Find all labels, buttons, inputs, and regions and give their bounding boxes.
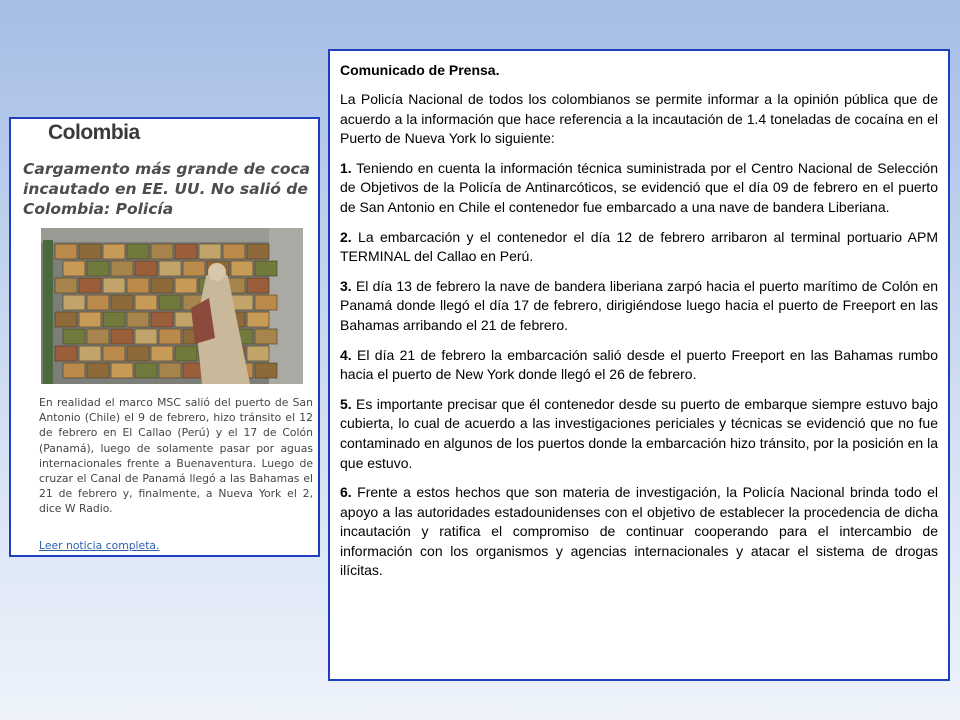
point-number: 3.	[340, 277, 352, 294]
press-point-5	[340, 395, 938, 473]
news-clipping	[9, 117, 320, 557]
point-number: 2.	[340, 228, 352, 245]
press-title: Comunicado de Prensa.	[340, 62, 500, 78]
point-number: 6.	[340, 484, 352, 501]
press-release	[328, 49, 950, 681]
point-text: Teniendo en cuenta la información técnica suministrada por el Centro Nacional de Selección de Objetivos de la Policía de Antinarcóticos, se evidenció que el día 09 de febrero en el puerto de San Antonio en Chile el contenedor fue embarcado a una nave de bandera Liberiana.	[340, 159, 939, 215]
clipping-body: En realidad el marco MSC salió del puerto de San Antonio (Chile) el 9 de febrero, hizo tránsito el 12 de febrero en El Callao (Perú) y el 17 de Colón (Panamá), luego de solamente pasar por aguas internacionales frente a Buenaventura. Luego de cruzar el Canal de Panamá llegó a las Bahamas el 21 de febrero y, finalmente, a Nueva York el 2, dice W Radio.	[39, 396, 313, 516]
point-text: Es importante precisar que él contenedor desde su puerto de embarque siempre estuvo bajo cubierta, lo cual de acuerdo a las investigaciones periciales y técnicas se evidenció que no fue contaminado en algunos de los puertos donde la embarcación hizo tránsito, por la posición en la que estuvo.	[340, 395, 938, 471]
point-text: El día 13 de febrero la nave de bandera liberiana zarpó hacia el puerto marítimo de Colón en Panamá donde llegó el día 17 de febrero, dirigiéndose luego hacia el puerto de Freeport en las Bahamas arribando el 21 de febrero.	[340, 277, 939, 333]
press-intro: La Policía Nacional de todos los colombianos se permite informar a la opinión pública que de acuerdo a la información que hace referencia a la incautación de 1.4 toneladas de cocaína en el Puerto de Nueva York lo siguiente:	[340, 91, 938, 147]
press-point-1	[340, 159, 938, 218]
point-text: La embarcación y el contenedor el día 12 de febrero arribaron al terminal portuario APM TERMINAL del Callao en Perú.	[340, 228, 939, 265]
clipping-country: Colombia	[48, 121, 140, 144]
cocaine-container-photo	[41, 228, 303, 384]
point-text: Frente a estos hechos que son materia de investigación, la Policía Nacional brinda todo el apoyo a las autoridades estadounidenses con el objetivo de establecer la procedencia de dicha incautación y ratifica el compromiso de continuar cooperando para el intercambio de información con los organismos y agencias internacionales y atacar el sistema de drogas ilícitas.	[340, 484, 938, 579]
point-number: 5.	[340, 395, 352, 412]
read-more-link[interactable]: Leer noticia completa.	[39, 539, 160, 552]
point-number: 1.	[340, 159, 352, 176]
press-point-6	[340, 483, 938, 581]
clipping-photo	[41, 228, 303, 384]
point-number: 4.	[340, 346, 352, 363]
press-point-2	[340, 228, 938, 267]
point-text: El día 21 de febrero la embarcación salió desde el puerto Freeport en las Bahamas rumbo hacia el puerto de New York donde llegó el 26 de febrero.	[340, 346, 939, 383]
clipping-headline: Cargamento más grande de coca incautado en EE. UU. No salió de Colombia: Policía	[23, 160, 311, 218]
press-point-4	[340, 346, 938, 385]
press-point-3	[340, 277, 938, 336]
